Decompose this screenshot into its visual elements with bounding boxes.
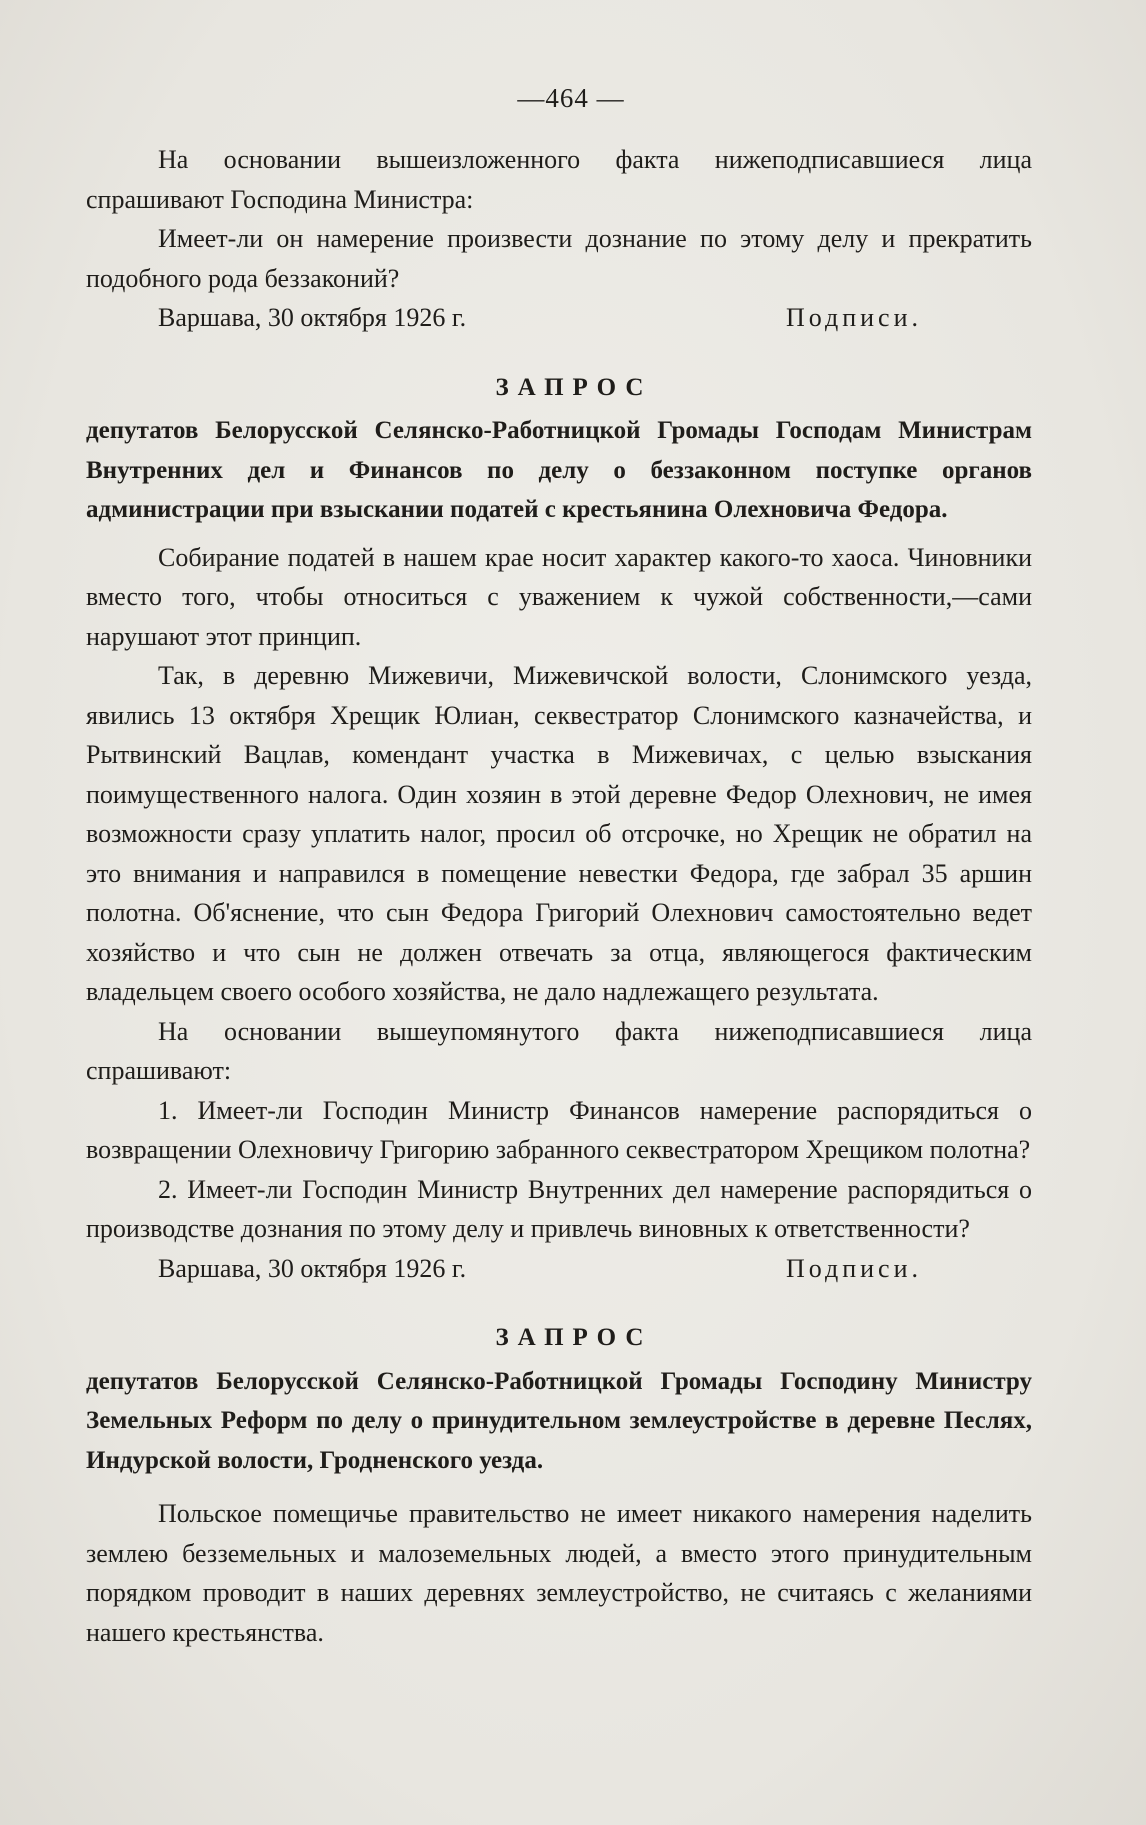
section3-title: депутатов Белорусской Селянско-Работницкой Громады Господину Министру Земельных Реформ по делу о принудительном землеустройстве в деревне Песлях, Индурской волости, Гродненского уезда. — [86, 1367, 1032, 1474]
section3-heading: ЗАПРОС — [495, 1324, 653, 1351]
page-content — [86, 74, 1032, 1652]
section2-signature-row — [86, 1249, 1032, 1289]
section2-question-1: 1. Имеет-ли Господин Министр Финансов намерение распорядиться о возвращении Олехновичу Григорию забранного секвестратором Хрещиком полотна? — [86, 1095, 1032, 1164]
section3-paragraph-1: Польское помещичье правительство не имеет никакого намерения наделить землею безземельных и малоземельных людей, а вместо этого принудительным порядком проводит в наших деревнях землеустройство, не считаясь с желаниями нашего крестьянства. — [86, 1499, 1032, 1647]
section1-paragraph-1: На основании вышеизложенного факта нижеподписавшиеся лица спрашивают Господина Министра: — [86, 145, 1032, 214]
section2-paragraph-1: Собирание податей в нашем крае носит характер какого-то хаоса. Чиновники вместо того, чтобы относиться с уважением к чужой собственности,—сами нарушают этот принцип. — [86, 542, 1032, 651]
section2-paragraph-3: На основании вышеупомянутого факта нижеподписавшиеся лица спрашивают: — [86, 1016, 1032, 1085]
section2-place-date: Варшава, 30 октября 1926 г. — [158, 1253, 467, 1283]
section1-signatures: Подписи. — [785, 303, 922, 332]
section2-title: депутатов Белорусской Селянско-Работницкой Громады Господам Министрам Внутренних дел и Финансов по делу о беззаконном поступке органов администрации при взыскании податей с крестьянина Олехновича Федора. — [86, 417, 1032, 523]
section2-signatures: Подписи. — [785, 1253, 922, 1283]
page-number: —464 — — [517, 83, 625, 113]
section1-signature-row — [86, 298, 1032, 338]
section2-question-2: 2. Имеет-ли Господин Министр Внутренних дел намерение распорядиться о производстве дознания по этому делу и привлечь виновных к ответственности? — [86, 1174, 1032, 1243]
section1-paragraph-2: Имеет-ли он намерение произвести дознание по этому делу и прекратить подобного рода беззаконий? — [86, 224, 1032, 293]
section1-place-date: Варшава, 30 октября 1926 г. — [158, 303, 467, 332]
section2-heading: ЗАПРОС — [495, 373, 653, 401]
section2-paragraph-2: Так, в деревню Мижевичи, Мижевичской волости, Слонимского уезда, явились 13 октября Хрещик Юлиан, секвестратор Слонимского казначейства, и Рытвинский Вацлав, комендант участка в Мижевичах, с целью взыскания поимущественного налога. Один хозяин в этой деревне Федор Олехнович, не имея возможности сразу уплатить налог, просил об отсрочке, но Хрещик не обратил на это внимания и направился в помещение невестки Федора, где забрал 35 аршин полотна. Об'яснение, что сын Федора Григорий Олехнович самостоятельно ведет хозяйство и что сын не должен отвечать за отца, являющегося фактическим владельцем своего особого хозяйства, не дало надлежащего результата. — [86, 661, 1032, 1006]
